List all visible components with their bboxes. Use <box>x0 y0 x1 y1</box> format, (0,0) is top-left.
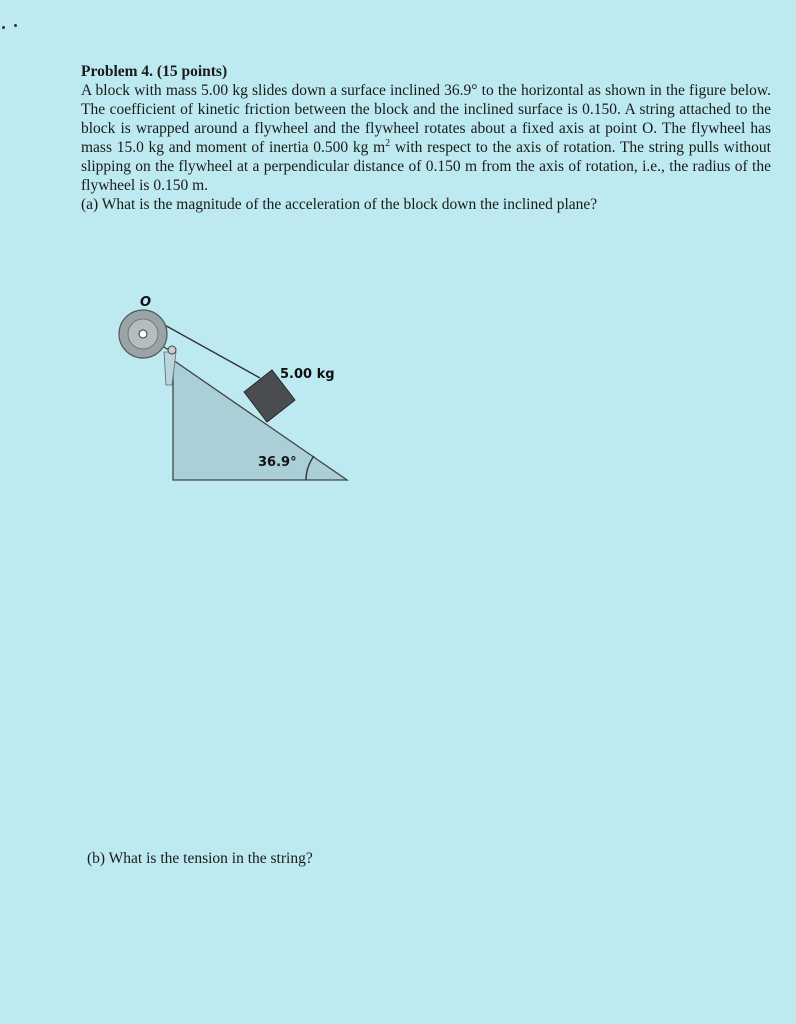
unit-exponent: 2 <box>385 137 391 149</box>
figure-svg <box>110 290 360 490</box>
question-a: (a) What is the magnitude of the acceleration of the block down the inclined plane? <box>81 196 598 213</box>
axis-point-icon <box>139 330 147 338</box>
problem-title: Problem 4. (15 points) <box>81 63 228 80</box>
problem-statement-part1: A block with mass 5.00 kg slides down a surface inclined 36.9° to the horizontal as shown in the figure below. The coefficient of kinetic friction between the block and the inclined surface is 0.150. A string attached to the block is wrapped around a flywheel and the flywheel rotates about a fixed axis at point O. The flywheel has mass 15.0 kg and moment of inertia 0.500 kg m <box>81 82 771 156</box>
point-o-label: O <box>140 295 152 310</box>
pulley-icon <box>168 346 176 354</box>
scan-artifact-dots <box>0 14 30 28</box>
problem-4 <box>81 62 771 214</box>
mass-label: 5.00 kg <box>280 367 335 382</box>
incline-flywheel-figure <box>110 290 360 490</box>
problem-statement-part2: with respect to the axis of rotation. The string pulls without slipping on the flywheel at a perpendicular distance of 0.150 m from the axis of rotation, i.e., the radius of the flywheel is 0.150 m. <box>81 139 771 194</box>
question-b: (b) What is the tension in the string? <box>87 850 313 867</box>
angle-label: 36.9° <box>258 455 297 470</box>
problem-statement <box>81 81 771 195</box>
